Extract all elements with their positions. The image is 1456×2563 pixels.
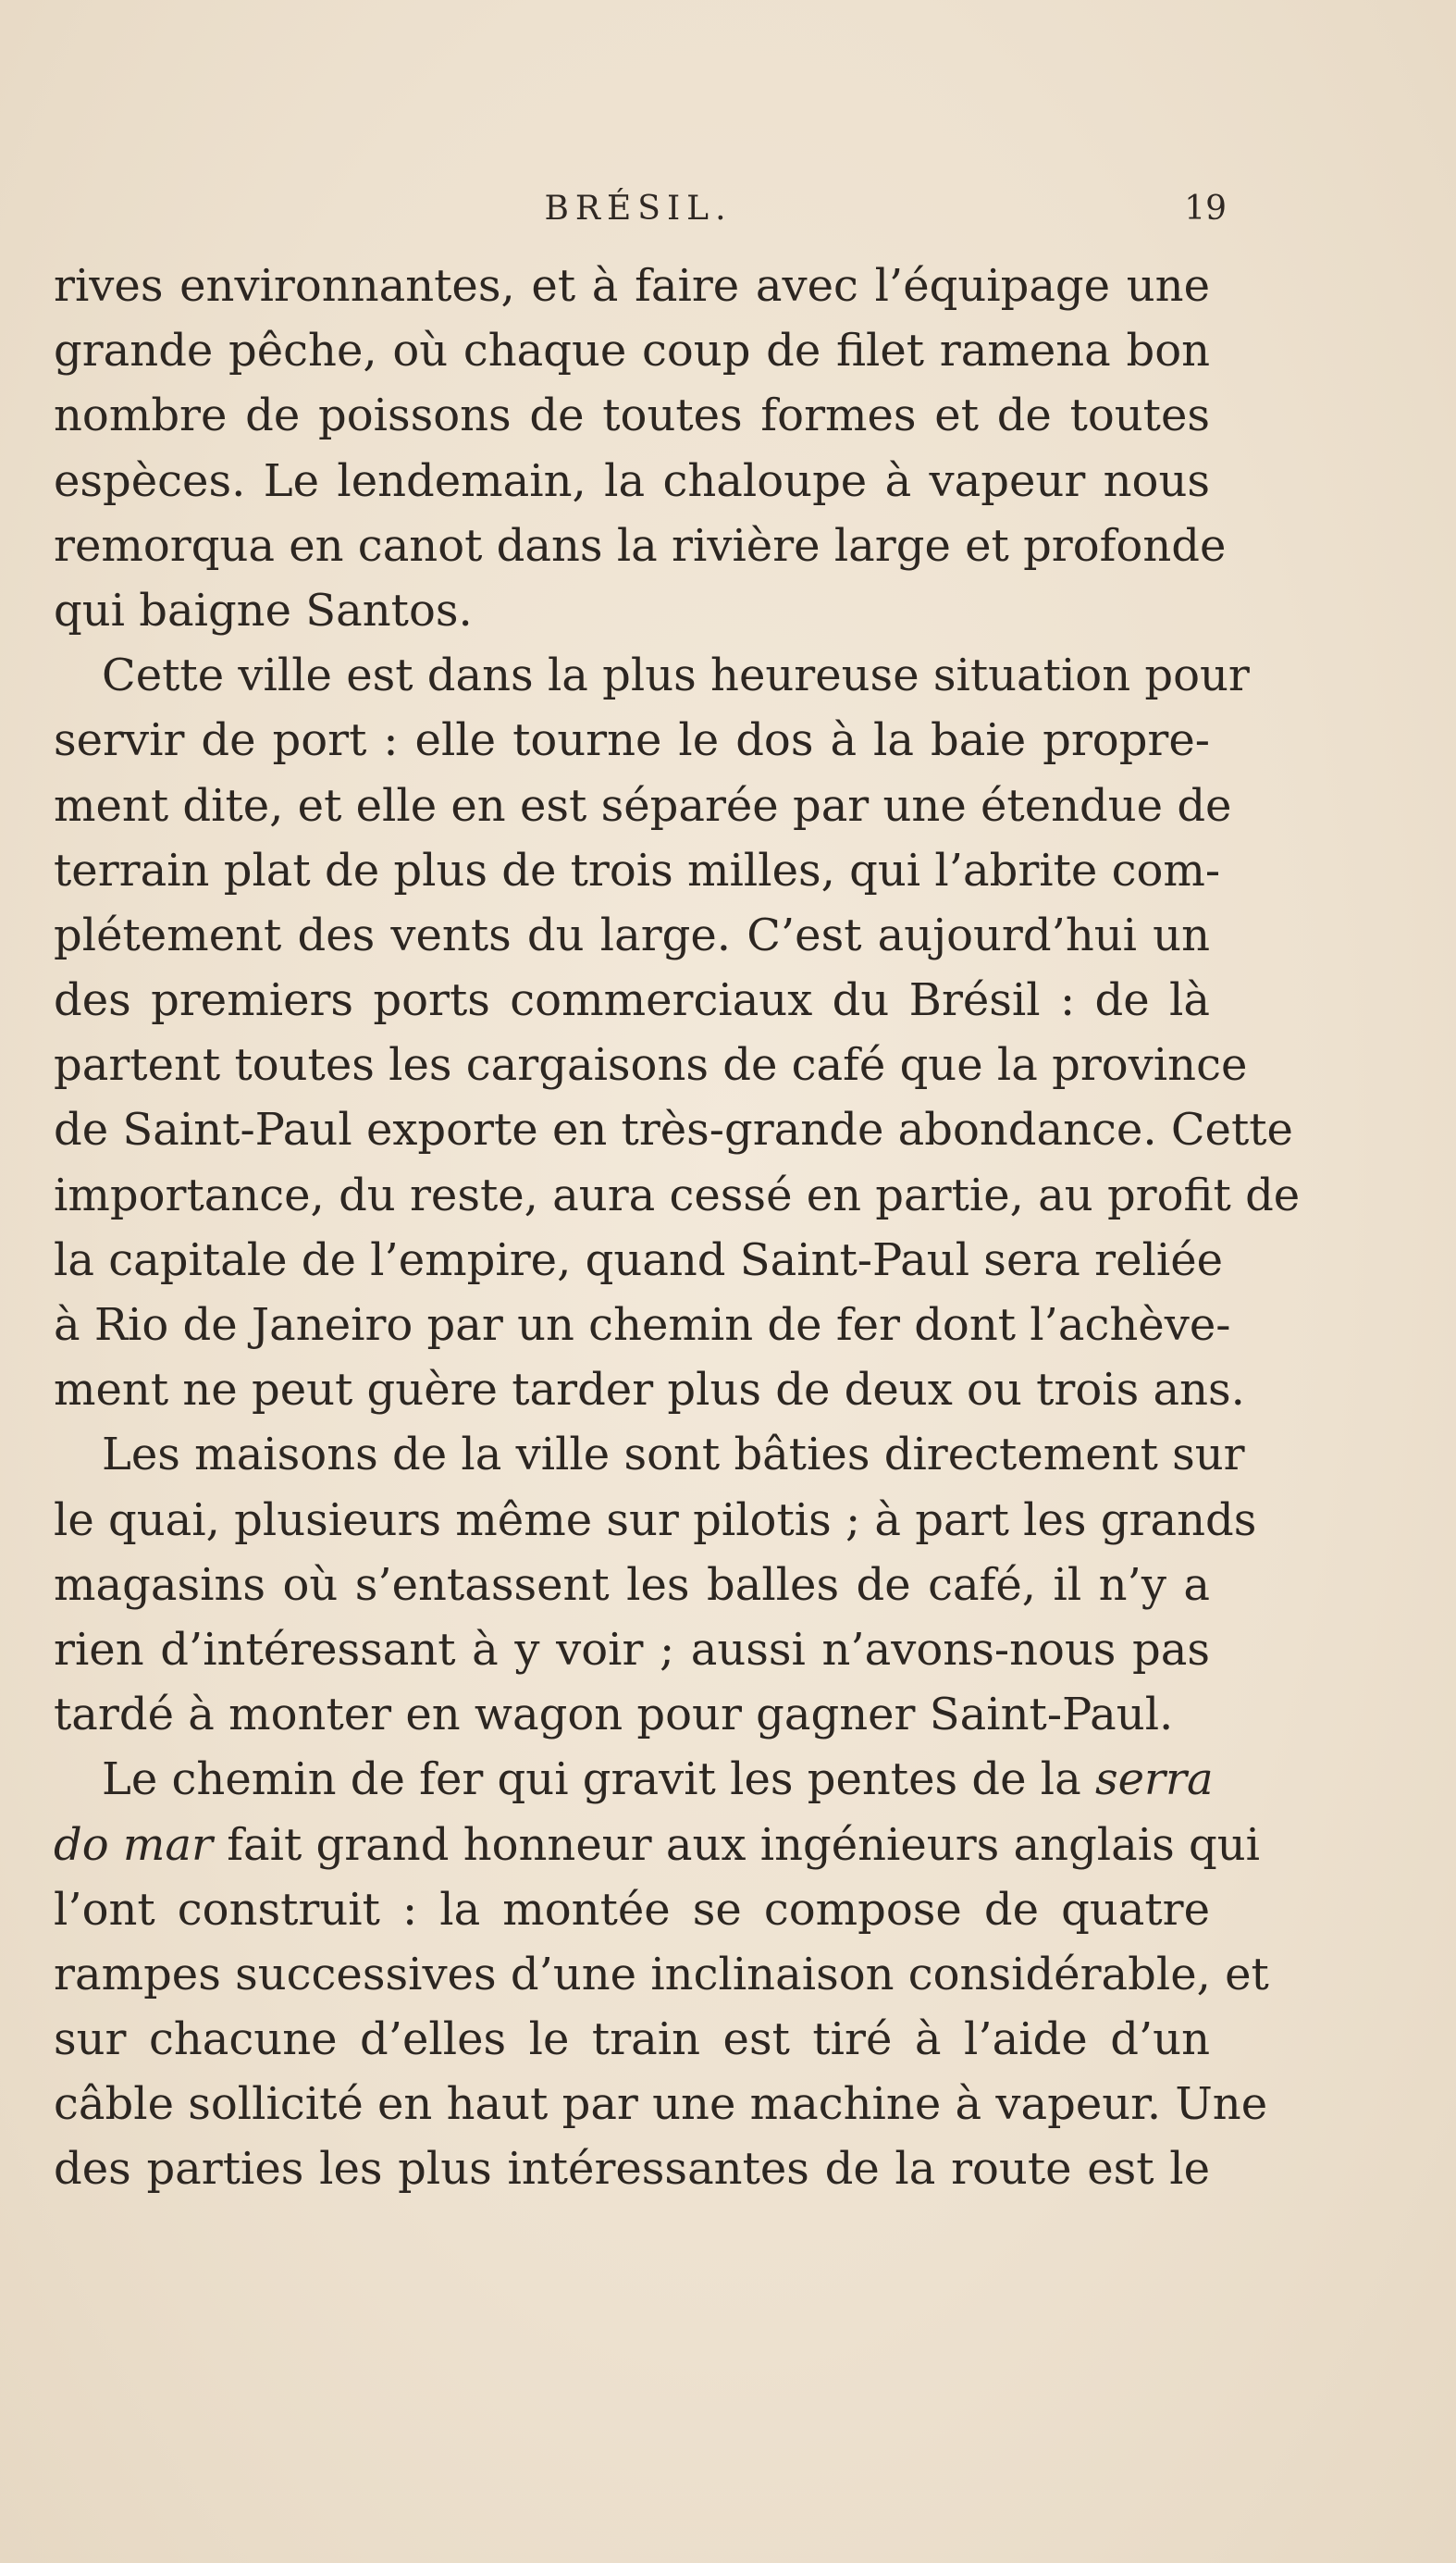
text-line: servir de port : elle tourne le dos à la baie propre- [54, 714, 1210, 767]
text-line [54, 1813, 1261, 1877]
italic-term: do mar [54, 1818, 213, 1871]
text-line: terrain plat de plus de trois milles, qui l’abrite com- [54, 844, 1221, 897]
text-line: le quai, plusieurs même sur pilotis ; à part les grands [54, 1493, 1257, 1546]
text-line: qui baigne Santos. [54, 584, 473, 637]
text-line: magasins où s’entassent les balles de café, il n’y a [54, 1558, 1210, 1611]
text-line: à Rio de Janeiro par un chemin de fer dont l’achève- [54, 1299, 1231, 1351]
text-line: importance, du reste, aura cessé en partie, au profit de [54, 1169, 1301, 1221]
text-line: rives environnantes, et à faire avec l’équipage une [54, 260, 1210, 312]
text-line: ment dite, et elle en est séparée par une étendue de [54, 779, 1232, 832]
text-segment: fait grand honneur aux ingénieurs anglais qui [227, 1818, 1261, 1871]
paragraph-start-line: Cette ville est dans la plus heureuse situation pour [102, 650, 1250, 702]
chapter-title: BRÉSIL. [544, 190, 733, 228]
paragraph-start-line: Les maisons de la ville sont bâties directement sur [102, 1429, 1245, 1481]
text-line: rampes successives d’une inclinaison considérable, et [54, 1948, 1269, 2000]
text-line: l’ont construit : la montée se compose de quatre [54, 1883, 1210, 1936]
text-line: espèces. Le lendemain, la chaloupe à vapeur nous [54, 454, 1210, 507]
running-head [56, 190, 1227, 236]
text-segment: Le chemin de fer qui gravit les pentes de la [102, 1753, 1081, 1806]
body-text [54, 254, 1301, 2202]
text-line: câble sollicité en haut par une machine à vapeur. Une [54, 2078, 1268, 2131]
text-line: plétement des vents du large. C’est aujourd’hui un [54, 909, 1210, 961]
text-line: rien d’intéressant à y voir ; aussi n’avons-nous pas [54, 1623, 1210, 1676]
text-line: des parties les plus intéressantes de la route est le [54, 2143, 1210, 2196]
italic-term: serra [1095, 1753, 1214, 1806]
page-number: 19 [1184, 190, 1227, 228]
text-line: la capitale de l’empire, quand Saint-Paul sera reliée [54, 1233, 1224, 1286]
text-line: remorqua en canot dans la rivière large et profonde [54, 519, 1227, 572]
text-line: nombre de poissons de toutes formes et de toutes [54, 390, 1210, 442]
text-line: de Saint-Paul exporte en très-grande abondance. Cette [54, 1104, 1293, 1157]
text-line: des premiers ports commerciaux du Brésil : de là [54, 974, 1210, 1027]
paragraph-start-line [54, 1747, 1214, 1812]
text-line: partent toutes les cargaisons de café que la province [54, 1039, 1248, 1092]
text-line: tardé à monter en wagon pour gagner Saint-Paul. [54, 1689, 1174, 1741]
text-line: ment ne peut guère tarder plus de deux ou trois ans. [54, 1364, 1245, 1417]
text-line: sur chacune d’elles le train est tiré à l’aide d’un [54, 2013, 1210, 2066]
text-line: grande pêche, où chaque coup de filet ramena bon [54, 325, 1210, 378]
